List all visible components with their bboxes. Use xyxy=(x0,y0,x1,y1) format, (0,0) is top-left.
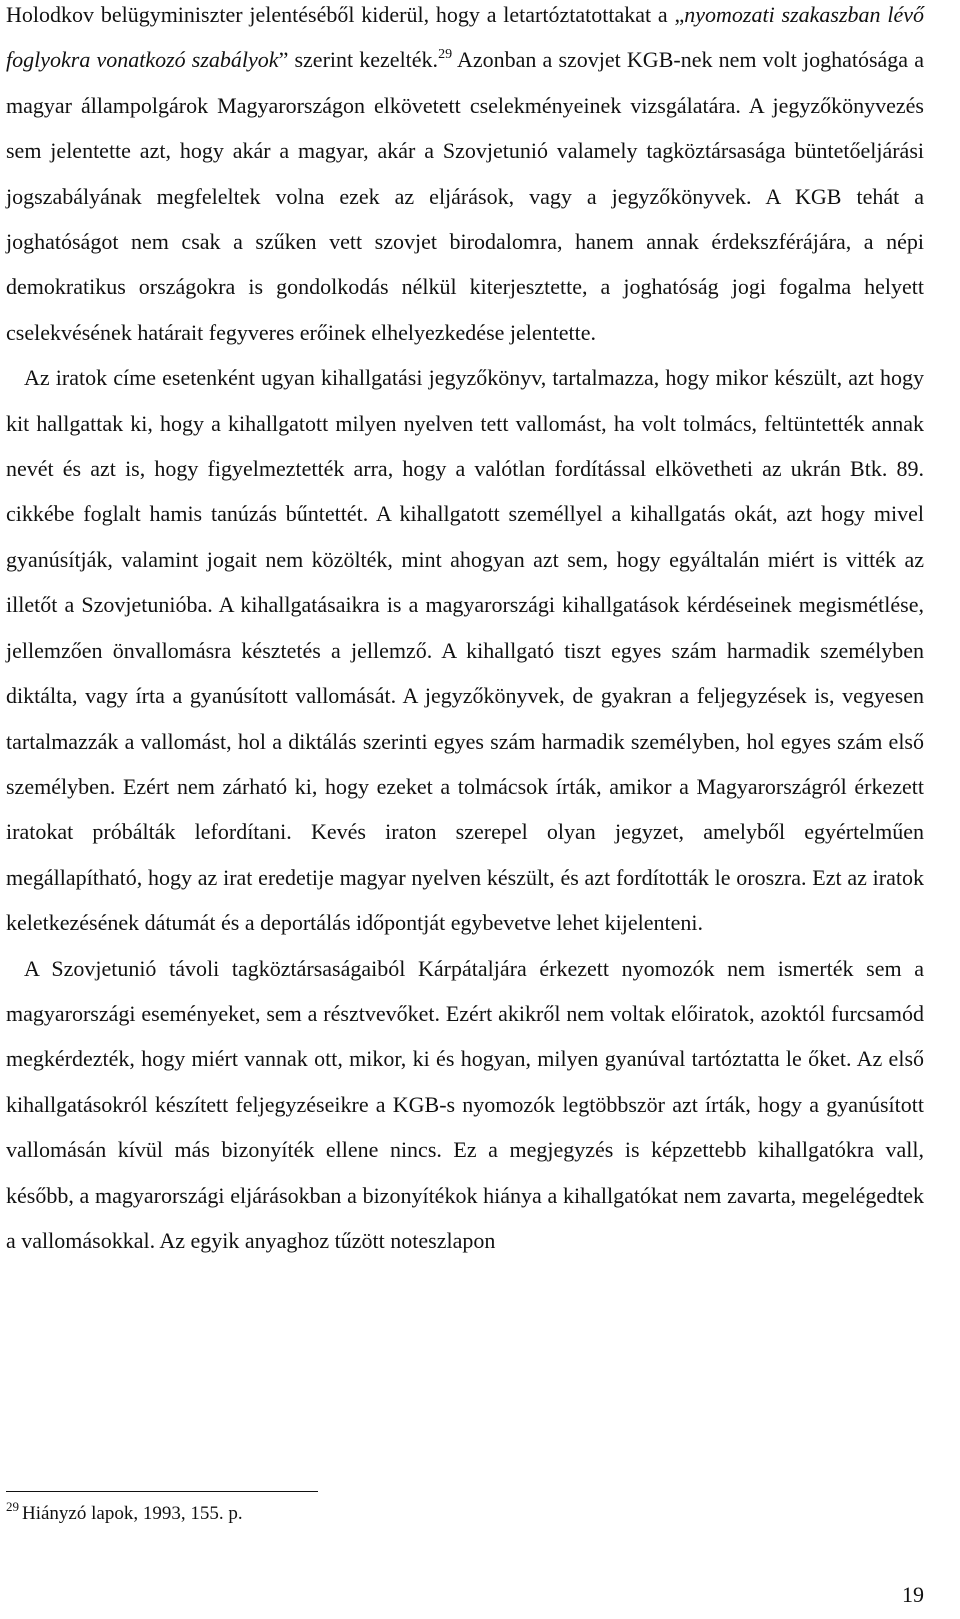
paragraph-1 xyxy=(6,0,924,355)
footnote-reference[interactable]: 29 xyxy=(438,47,453,63)
paragraph-1-text-c: Azonban a szovjet KGB-nek nem volt joghatósága a magyar állampolgárok Magyarországon elkövetett cselekményeinek vizsgálatára. A jegyzőkönyvezés sem jelentette azt, hogy akár a magyar, akár a Szovjetunió valamely tagköztársasága büntetőeljárási jogszabályának megfeleltek volna ezek az eljárások, vagy a jegyzőkönyvek. A KGB tehát a joghatóságot nem csak a szűken vett szovjet birodalomra, hanem annak érdekszférájára, a népi demokratikus országokra is gondolkodás nélkül kiterjesztette, a joghatóság jogi fogalma helyett cselekvésének határait fegyveres erőinek elhelyezkedése jelentette. xyxy=(6,47,924,345)
page-number: 19 xyxy=(902,1582,924,1607)
paragraph-2: Az iratok címe esetenként ugyan kihallgatási jegyzőkönyv, tartalmazza, hogy mikor készült, azt hogy kit hallgattak ki, hogy a kihallgatott milyen nyelven tett vallomást, ha volt tolmács, feltüntették annak nevét és azt is, hogy figyelmeztették arra, hogy a valótlan fordítással elkövetheti az ukrán Btk. 89. cikkébe foglalt hamis tanúzás bűntettét. A kihallgatott személlyel a kihallgatás okát, azt hogy mivel gyanúsítják, valamint jogait nem közölték, mint ahogyan azt sem, hogy egyáltalán miért is vitték az illetőt a Szovjetunióba. A kihallgatásaikra is a magyarországi kihallgatások kérdéseinek megismétlése, jellemzően önvallomásra késztetés a jellemző. A kihallgató tiszt egyes szám harmadik személyben diktálta, vagy írta a gyanúsított vallomását. A jegyzőkönyvek, de gyakran a feljegyzések is, vegyesen tartalmazzák a vallomást, hol a diktálás szerinti egyes szám harmadik személyben, hol egyes szám első személyben. Ezért nem zárható ki, hogy ezeket a tolmácsok írták, amikor a Magyarországról érkezett iratokat próbálták lefordítani. Kevés iraton szerepel olyan jegyzet, amelyből egyértelműen megállapítható, hogy az irat eredetije magyar nyelven készült, és azt fordították le oroszra. Ezt az iratok keletkezésének dátumát és a deportálás időpontját egybevetve lehet kijelenteni. xyxy=(6,365,924,936)
footnote xyxy=(6,1499,243,1526)
paragraph-1-text-a: Holodkov belügyminiszter jelentéséből kiderül, hogy a letartóztatottakat a „ xyxy=(6,2,685,27)
paragraph-1-italic-quote: nyomozati szakaszban lévő foglyokra vonatkozó szabályok xyxy=(6,2,925,73)
footnote-text: Hiányzó lapok, 1993, 155. p. xyxy=(22,1503,243,1524)
document-page xyxy=(6,0,924,1263)
footnote-number: 29 xyxy=(6,1499,19,1514)
paragraph-1-text-b: ” szerint kezelték. xyxy=(278,47,439,73)
footnote-divider xyxy=(6,1491,318,1492)
paragraph-3: A Szovjetunió távoli tagköztársaságaiból Kárpátaljára érkezett nyomozók nem ismerték sem a magyarországi eseményeket, sem a résztvevőket. Ezért akikről nem voltak előiratok, azoktól furcsamód megkérdezték, hogy miért vannak ott, mikor, ki és hogyan, milyen gyanúval tartóztatta le őket. Az első kihallgatásokról készített feljegyzéseikre a KGB-s nyomozók legtöbbször azt írták, hogy a gyanúsított vallomásán kívül más bizonyíték ellene nincs. Ez a megjegyzés is képzettebb kihallgatókra vall, később, a magyarországi eljárásokban a bizonyítékok hiánya a kihallgatókat nem zavarta, megelégedtek a vallomásokkal. Az egyik anyaghoz tűzött noteszlapon xyxy=(6,955,924,1253)
